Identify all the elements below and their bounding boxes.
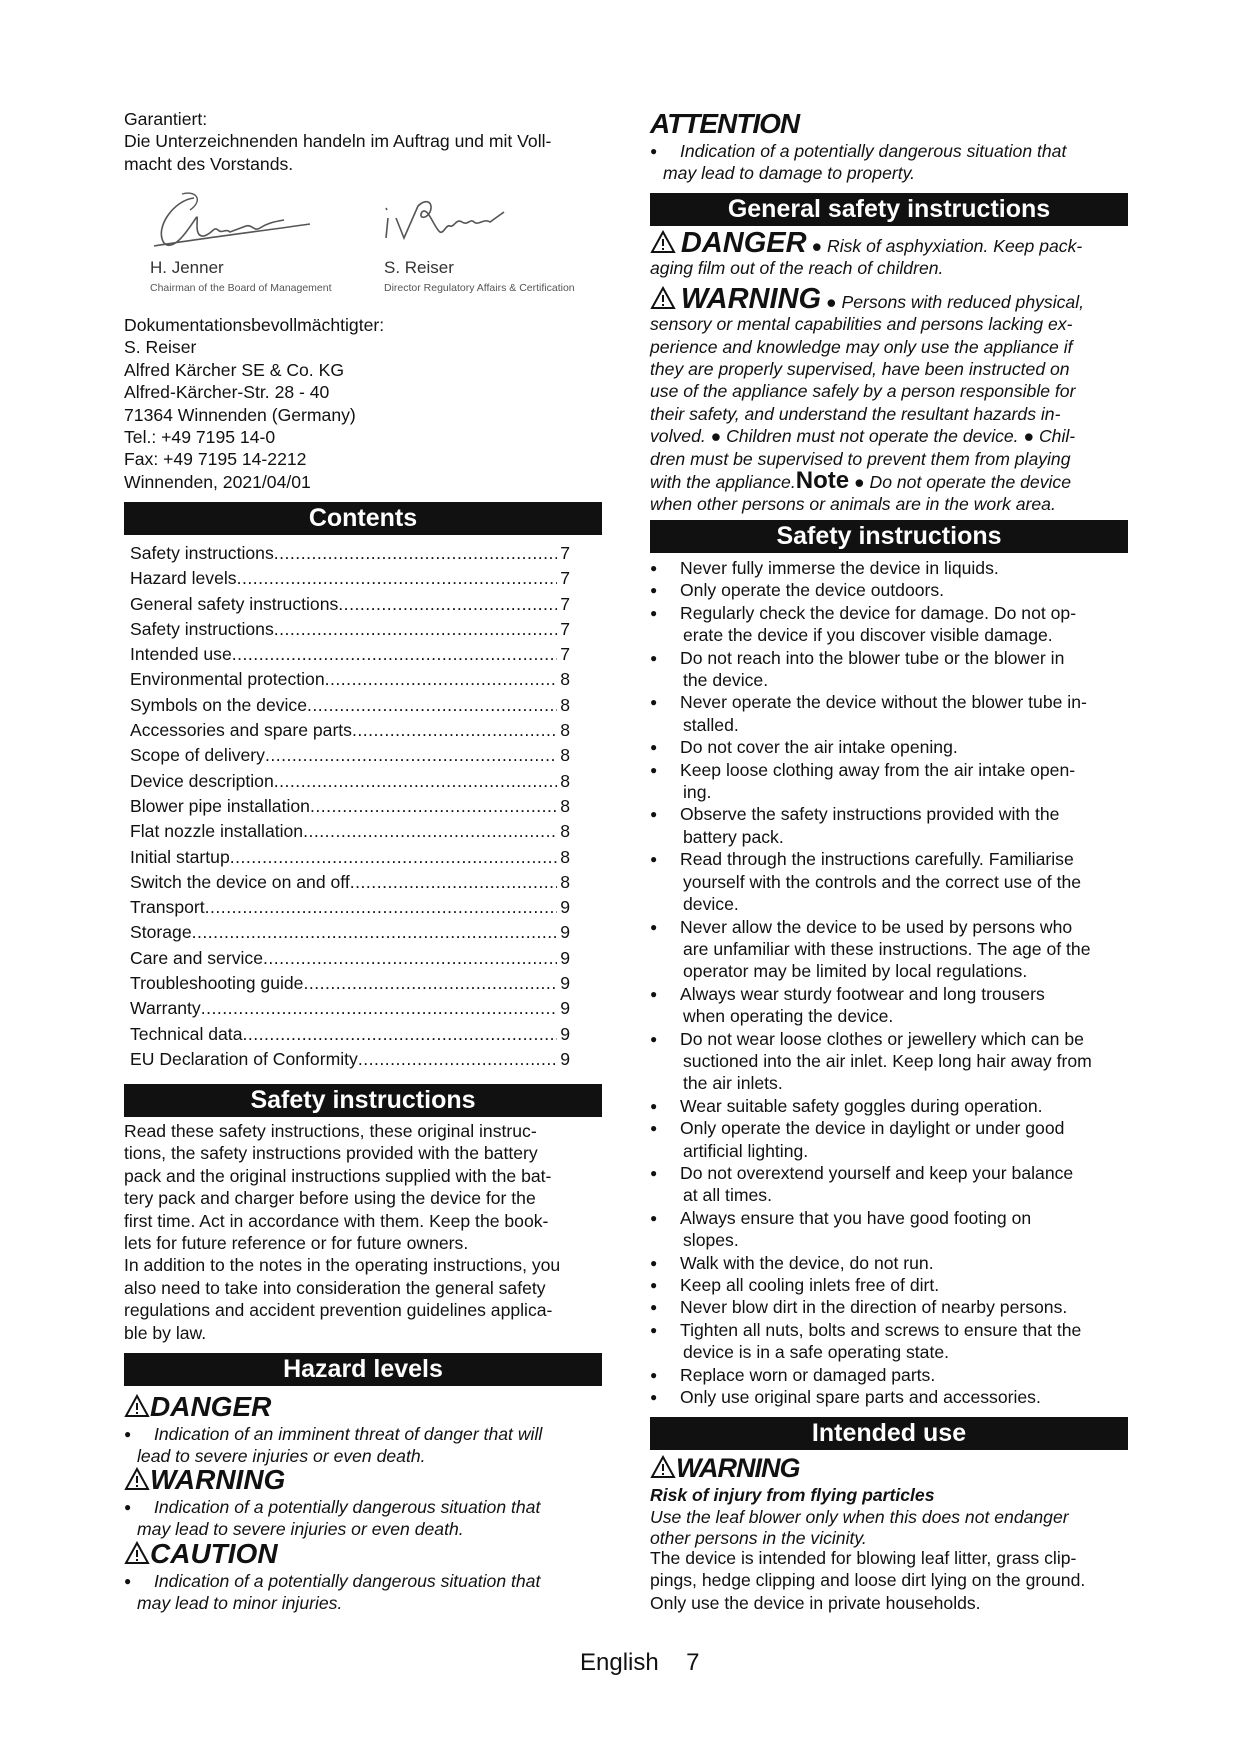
safety-bullet-item <box>650 557 1128 579</box>
safety-bullet-item <box>650 691 1128 736</box>
bullet-line: operator may be limited by local regulations. <box>683 961 1028 982</box>
toc-label: Accessories and spare parts <box>130 720 352 741</box>
hazard-bullet <box>124 1570 602 1615</box>
bullet-line: Keep all cooling inlets free of dirt. <box>680 1275 940 1295</box>
safety-bullet-item <box>650 1162 1128 1207</box>
bullet-line: Read through the instructions carefully. Familiarise <box>680 849 1074 870</box>
danger-line <box>650 227 1128 259</box>
toc-page: 8 <box>560 770 570 791</box>
hazard-line: Indication of a potentially dangerous situation that <box>154 1497 541 1517</box>
intended-text-line: pings, hedge clipping and loose dirt lying on the ground. <box>650 1570 1086 1591</box>
toc-entry[interactable] <box>130 642 570 667</box>
bullet-line: Never blow dirt in the direction of nearby persons. <box>680 1297 1068 1318</box>
safety-bullet-list <box>650 557 1128 1408</box>
warning-line <box>650 282 1128 315</box>
hazard-levels-heading: Hazard levels <box>124 1353 602 1386</box>
note-line <box>650 467 1128 495</box>
toc-label: Safety instructions <box>130 543 274 563</box>
safety-bullet-item <box>650 983 1128 1028</box>
toc-entry[interactable] <box>130 794 570 819</box>
warning-text: Persons with reduced physical, <box>841 291 1085 312</box>
note-text-cont: when other persons or animals are in the work area. <box>650 494 1056 515</box>
hazard-title <box>124 1464 602 1496</box>
toc-label: Technical data <box>130 1023 243 1044</box>
bullet-line: the device. <box>683 670 769 691</box>
bullet-line: Only operate the device outdoors. <box>680 580 945 601</box>
warning-text-line: they are properly supervised, have been instructed on <box>650 359 1070 380</box>
toc-label: Environmental protection <box>130 669 325 690</box>
toc-label: Care and service <box>130 947 263 968</box>
bullet-line: Walk with the device, do not run. <box>680 1252 934 1273</box>
intro-line: Die Unterzeichnenden handeln im Auftrag und mit Voll- <box>124 131 552 152</box>
bullet-line: Do not reach into the blower tube or the blower in <box>680 647 1065 668</box>
safety-bullet-item <box>650 1364 1128 1386</box>
address-line: 71364 Winnenden (Germany) <box>124 404 356 425</box>
bullet-line: device. <box>683 894 739 915</box>
toc-page: 9 <box>560 947 570 968</box>
safety-bullet-item <box>650 1117 1128 1162</box>
paragraph-line: pack and the original instructions supplied with the bat- <box>124 1165 552 1186</box>
toc-page: 8 <box>560 846 570 867</box>
attention-bullet <box>650 140 1128 185</box>
toc-label: General safety instructions <box>130 593 339 614</box>
safety-bullet-item <box>650 736 1128 758</box>
bullet-line: Never allow the device to be used by persons who <box>680 916 1073 937</box>
safety-instructions-heading: Safety instructions <box>124 1084 602 1117</box>
footer-language: English <box>580 1649 659 1676</box>
table-of-contents <box>130 541 570 1072</box>
toc-entry[interactable] <box>130 920 570 945</box>
note-word: Note <box>795 467 850 495</box>
intended-italic-line: Use the leaf blower only when this does not endanger <box>650 1507 1069 1528</box>
toc-label: Device description <box>130 770 274 791</box>
toc-label: Blower pipe installation <box>130 795 310 816</box>
toc-label: Flat nozzle installation <box>130 821 304 842</box>
toc-page: 9 <box>560 973 570 994</box>
signature-name: S. Reiser <box>384 258 454 277</box>
toc-entry[interactable] <box>130 693 570 718</box>
toc-label: Storage <box>130 922 192 943</box>
handwritten-signature-reiser <box>374 188 524 258</box>
toc-page: 7 <box>560 644 570 665</box>
safety-bullet-item <box>650 647 1128 692</box>
intro-line: Garantiert: <box>124 109 208 129</box>
safety-bullet-item <box>650 848 1128 915</box>
hazard-title-text: CAUTION <box>150 1538 278 1569</box>
toc-entry[interactable] <box>130 895 570 920</box>
hazard-title <box>124 1391 602 1423</box>
toc-entry[interactable] <box>130 1047 570 1072</box>
paragraph-line: lets for future reference or for future owners. <box>124 1233 469 1254</box>
toc-entry[interactable] <box>130 1022 570 1047</box>
warning-text-line: perience and knowledge may only use the appliance if <box>650 336 1073 357</box>
bullet-line: Always wear sturdy footwear and long trousers <box>680 983 1045 1004</box>
toc-label: Initial startup <box>130 846 230 867</box>
toc-page: 9 <box>560 1023 570 1044</box>
danger-text: Risk of asphyxiation. Keep pack- <box>826 236 1083 256</box>
bullet-line: device is in a safe operating state. <box>683 1342 950 1363</box>
bullet-dot: ● <box>853 472 865 493</box>
paragraph-line: first time. Act in accordance with them. Keep the book- <box>124 1210 549 1231</box>
warning-triangle-icon <box>124 1467 150 1491</box>
safety-bullet-item <box>650 579 1128 601</box>
intended-warning-text: WARNING <box>676 1453 800 1483</box>
safety-bullet-item <box>650 1207 1128 1252</box>
toc-page: 7 <box>560 543 570 563</box>
address-line: Fax: +49 7195 14-2212 <box>124 449 307 470</box>
safety-bullet-item <box>650 1319 1128 1364</box>
bullet-line: Wear suitable safety goggles during operation. <box>680 1095 1043 1116</box>
intro-line: macht des Vorstands. <box>124 153 294 174</box>
attention-block <box>650 108 1128 185</box>
warning-triangle-icon <box>650 230 676 254</box>
bullet-line: yourself with the controls and the correct use of the <box>683 871 1082 892</box>
address-line: Alfred-Kärcher-Str. 28 - 40 <box>124 382 330 403</box>
safety-paragraph <box>124 1120 560 1344</box>
address-line: Alfred Kärcher SE & Co. KG <box>124 359 345 380</box>
bullet-line: Observe the safety instructions provided with the <box>680 804 1060 825</box>
toc-entry[interactable] <box>130 667 570 692</box>
hazard-bullet <box>124 1423 602 1468</box>
warning-triangle-icon <box>124 1394 150 1418</box>
hazard-line: lead to severe injuries or even death. <box>137 1446 426 1467</box>
warning-text-line: sensory or mental capabilities and persons lacking ex- <box>650 314 1073 335</box>
toc-page: 8 <box>560 795 570 816</box>
intended-text-line: The device is intended for blowing leaf litter, grass clip- <box>650 1547 1077 1568</box>
bullet-line: Keep loose clothing away from the air intake open- <box>680 759 1076 780</box>
toc-entry[interactable] <box>130 541 570 566</box>
toc-entry[interactable] <box>130 592 570 617</box>
bullet-line: Only operate the device in daylight or under good <box>680 1118 1065 1139</box>
safety-bullet-item <box>650 1386 1128 1408</box>
footer-page-number: 7 <box>686 1649 700 1676</box>
safety-bullet-item <box>650 602 1128 647</box>
toc-label: Warranty <box>130 998 201 1019</box>
toc-page: 9 <box>560 998 570 1019</box>
bullet-line: Do not cover the air intake opening. <box>680 737 958 758</box>
toc-page: 8 <box>560 694 570 715</box>
toc-page: 9 <box>560 897 570 918</box>
safety-instructions-heading-right: Safety instructions <box>650 520 1128 553</box>
general-safety-heading: General safety instructions <box>650 193 1128 226</box>
hazard-line: Indication of a potentially dangerous situation that <box>154 1571 541 1591</box>
toc-page: 8 <box>560 669 570 690</box>
toc-entry[interactable] <box>130 769 570 794</box>
hazard-title <box>124 1538 602 1570</box>
warning-last: with the appliance. <box>650 472 796 493</box>
paragraph-line: Read these safety instructions, these original instruc- <box>124 1121 537 1141</box>
paragraph-line: also need to take into consideration the general safety <box>124 1277 546 1298</box>
toc-page: 8 <box>560 821 570 842</box>
signature-role: Chairman of the Board of Management <box>150 282 332 294</box>
intended-use-heading: Intended use <box>650 1417 1128 1450</box>
warning-triangle-icon <box>124 1541 150 1565</box>
hazard-caution <box>124 1538 602 1615</box>
bullet-line: Do not overextend yourself and keep your balance <box>680 1162 1074 1183</box>
intended-subtitle: Risk of injury from flying particles <box>650 1485 935 1505</box>
toc-page: 9 <box>560 1048 570 1069</box>
toc-entry[interactable] <box>130 946 570 971</box>
warning-triangle-icon <box>650 1455 676 1479</box>
toc-label: Troubleshooting guide <box>130 973 304 994</box>
safety-bullet-item <box>650 1252 1128 1274</box>
hazard-line: may lead to severe injuries or even death. <box>137 1519 464 1540</box>
bullet-line: stalled. <box>683 714 739 735</box>
hazard-title-text: DANGER <box>150 1391 272 1422</box>
page-footer <box>580 1648 699 1678</box>
bullet-line: Do not wear loose clothes or jewellery which can be <box>680 1028 1084 1049</box>
toc-label: Scope of delivery <box>130 745 265 766</box>
danger-text-cont: aging film out of the reach of children. <box>650 258 944 279</box>
warning-word: WARNING <box>680 282 822 315</box>
address-line: Tel.: +49 7195 14-0 <box>124 427 276 448</box>
intro-text <box>124 108 551 175</box>
safety-bullet-item <box>650 1095 1128 1117</box>
toc-page: 7 <box>560 568 570 589</box>
toc-page: 7 <box>560 593 570 614</box>
hazard-title-text: WARNING <box>150 1464 286 1495</box>
bullet-line: Regularly check the device for damage. Do not op- <box>680 602 1077 623</box>
paragraph-line: ble by law. <box>124 1322 207 1343</box>
bullet-dot: ● <box>811 236 823 256</box>
toc-entry[interactable] <box>130 870 570 895</box>
address-line: Dokumentationsbevollmächtigter: <box>124 315 385 335</box>
toc-entry[interactable] <box>130 566 570 591</box>
toc-entry[interactable] <box>130 617 570 642</box>
intended-warning <box>650 1452 1128 1484</box>
note-text: Do not operate the device <box>869 472 1071 493</box>
bullet-line: when operating the device. <box>683 1006 894 1027</box>
warning-text-line: dren must be supervised to prevent them from playing <box>650 448 1071 469</box>
toc-label: Safety instructions <box>130 618 274 639</box>
bullet-line: Only use original spare parts and accessories. <box>680 1387 1041 1408</box>
safety-bullet-item <box>650 759 1128 804</box>
signature-name: H. Jenner <box>150 258 224 277</box>
bullet-line: artificial lighting. <box>683 1140 809 1161</box>
attention-title: ATTENTION <box>650 108 800 139</box>
paragraph-line: tery pack and charger before using the device for the <box>124 1188 536 1209</box>
bullet-line: Tighten all nuts, bolts and screws to ensure that the <box>680 1319 1082 1340</box>
toc-page: 8 <box>560 745 570 766</box>
warning-text-line: volved. ● Children must not operate the device. ● Chil- <box>650 426 1076 447</box>
paragraph-line: In addition to the notes in the operating instructions, you <box>124 1255 561 1276</box>
toc-entry[interactable] <box>130 845 570 870</box>
hazard-line: may lead to minor injuries. <box>137 1593 343 1614</box>
toc-entry[interactable] <box>130 718 570 743</box>
contents-heading: Contents <box>124 502 602 535</box>
bullet-dot: ● <box>825 291 837 312</box>
intended-italic-line: other persons in the vicinity. <box>650 1527 867 1548</box>
bullet-line: Always ensure that you have good footing on <box>680 1207 1032 1228</box>
bullet-line: Never fully immerse the device in liquids. <box>680 558 999 578</box>
address-block <box>124 314 384 493</box>
safety-bullet-item <box>650 916 1128 983</box>
safety-bullet-item <box>650 1274 1128 1296</box>
attention-line: Indication of a potentially dangerous situation that <box>680 141 1067 161</box>
toc-entry[interactable] <box>130 743 570 768</box>
bullet-line: erate the device if you discover visible damage. <box>683 625 1053 646</box>
bullet-line: the air inlets. <box>683 1073 783 1094</box>
bullet-line: slopes. <box>683 1230 739 1251</box>
toc-page: 9 <box>560 922 570 943</box>
toc-label: Hazard levels <box>130 568 237 589</box>
attention-line: may lead to damage to property. <box>663 163 915 184</box>
toc-entry[interactable] <box>130 971 570 996</box>
hazard-danger <box>124 1391 602 1468</box>
warning-text-line: use of the appliance safely by a person responsible for <box>650 381 1076 402</box>
toc-label: Switch the device on and off <box>130 871 350 892</box>
safety-bullet-item <box>650 803 1128 848</box>
toc-label: Transport <box>130 897 205 918</box>
address-line: S. Reiser <box>124 337 197 358</box>
bullet-line: Never operate the device without the blower tube in- <box>680 692 1087 713</box>
toc-entry[interactable] <box>130 819 570 844</box>
toc-label: Symbols on the device <box>130 694 308 715</box>
safety-bullet-item <box>650 1028 1128 1095</box>
bullet-line: ing. <box>683 782 712 803</box>
toc-label: Intended use <box>130 644 232 665</box>
hazard-line: Indication of an imminent threat of danger that will <box>154 1424 543 1444</box>
safety-bullet-item <box>650 1296 1128 1318</box>
paragraph-line: regulations and accident prevention guidelines applica- <box>124 1300 553 1321</box>
warning-text-line: their safety, and understand the resultant hazards in- <box>650 403 1061 424</box>
intended-use-block <box>650 1452 1128 1614</box>
toc-page: 8 <box>560 871 570 892</box>
toc-page: 7 <box>560 618 570 639</box>
toc-page: 8 <box>560 720 570 741</box>
signature-role: Director Regulatory Affairs & Certification <box>384 282 575 294</box>
bullet-line: at all times. <box>683 1185 772 1206</box>
handwritten-signature-jenner <box>134 188 324 260</box>
bullet-line: are unfamiliar with these instructions. The age of the <box>683 938 1091 959</box>
address-line: Winnenden, 2021/04/01 <box>124 471 311 492</box>
toc-label: EU Declaration of Conformity <box>130 1048 358 1069</box>
bullet-line: suctioned into the air inlet. Keep long hair away from <box>683 1050 1092 1071</box>
danger-word: DANGER <box>680 227 807 259</box>
toc-entry[interactable] <box>130 996 570 1021</box>
bullet-line: Replace worn or damaged parts. <box>680 1364 936 1385</box>
bullet-line: battery pack. <box>683 826 784 847</box>
intended-text-line: Only use the device in private households. <box>650 1592 981 1613</box>
warning-triangle-icon <box>650 286 676 310</box>
general-safety-text <box>650 227 1128 516</box>
paragraph-line: tions, the safety instructions provided with the battery <box>124 1143 538 1164</box>
hazard-warning <box>124 1464 602 1541</box>
hazard-bullet <box>124 1496 602 1541</box>
